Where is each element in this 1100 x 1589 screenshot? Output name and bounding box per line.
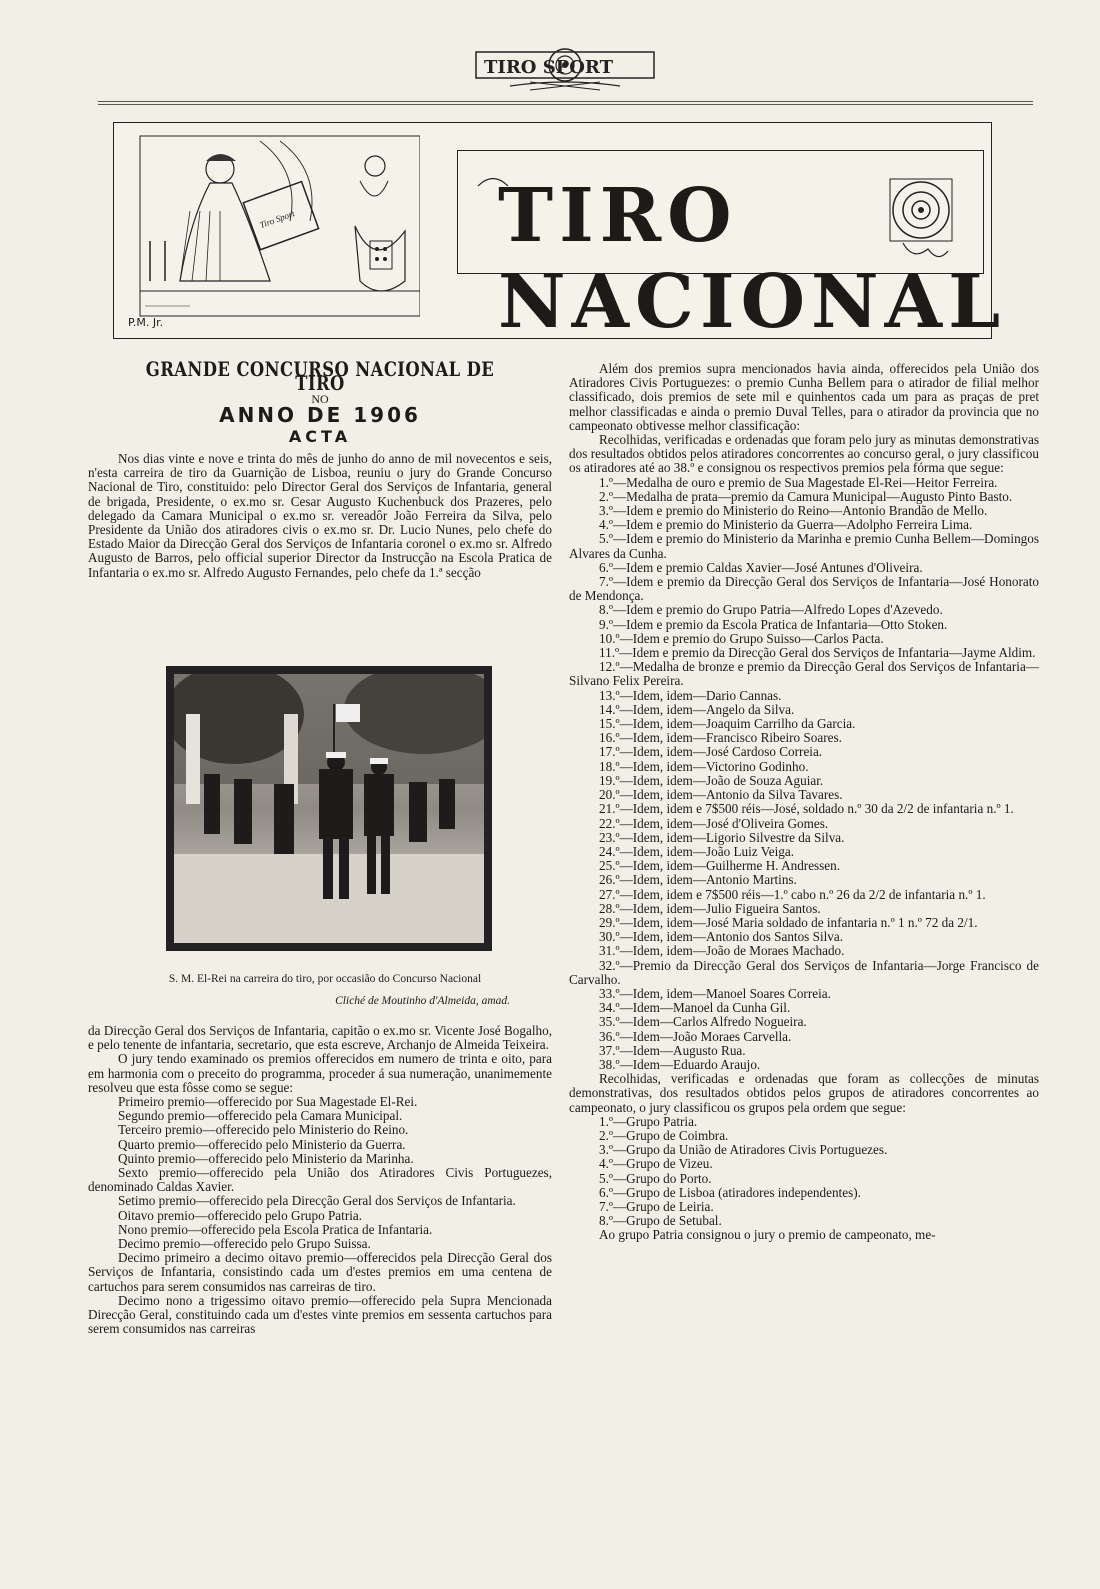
result-item: 24.º—Idem, idem—João Luiz Veiga. — [599, 843, 795, 859]
result-item: 19.º—Idem, idem—João de Souza Aguiar. — [599, 772, 824, 788]
allegory-illustration — [120, 131, 420, 331]
result-item: 16.º—Idem, idem—Francisco Ribeiro Soares. — [599, 730, 842, 746]
result-item: 32.º—Premio da Direcção Geral dos Serviços de Infantaria—Jorge Francisco de Carvalho. — [569, 957, 1039, 987]
group-item: 1.º—Grupo Patria. — [599, 1113, 698, 1129]
result-item: 35.º—Idem—Carlos Alfredo Nogueira. — [599, 1014, 807, 1030]
banner-title: TIRO NACIONAL — [498, 173, 1007, 345]
group-item: 6.º—Grupo de Lisboa (atiradores independentes). — [599, 1184, 861, 1200]
article-heading-acta: ACTA — [288, 426, 352, 446]
continuation-paragraph: da Direcção Geral dos Serviços de Infantaria, capitão o ex.mo sr. Vicente José Bogalho, e pelo tenente de infantaria, secretario, que esta escreve, Archanjo de Almeida Teixeira. — [88, 1023, 552, 1053]
prize-item: Decimo nono a trigessimo oitavo premio—offerecido pela Supra Mencionada Direcção Geral, constituindo cada um d'estes vinte premios em sessenta cartuchos para serem consumidos nas carreiras — [88, 1292, 552, 1337]
group-item: 8.º—Grupo de Setubal. — [599, 1213, 722, 1229]
result-item: 34.º—Idem—Manoel da Cunha Gil. — [599, 1000, 791, 1016]
result-item: 17.º—Idem, idem—José Cardoso Correia. — [599, 744, 823, 760]
results-intro-paragraph: Recolhidas, verificadas e ordenadas que foram pelo jury as minutas demonstrativas dos resultados obtidos pelos atiradores concorrentes ao concurso geral, o jury classificou os atiradores até ao 38.º e consignou os respectivos premios pela fórma que segue: — [569, 432, 1039, 476]
group-item: 5.º—Grupo do Porto. — [599, 1170, 712, 1186]
right-column — [569, 362, 1039, 1243]
result-item: 3.º—Idem e premio do Ministerio do Reino—Antonio Brandão de Mello. — [599, 503, 988, 519]
prize-item: Decimo primeiro a decimo oitavo premio—offerecidos pela Direcção Geral dos Serviços de Infantaria, consistindo cada um d'estes premios em uma centena de cartuchos para serem consumidos nas carreiras de tiro. — [88, 1250, 552, 1294]
prize-item: Nono premio—offerecido pela Escola Pratica de Infantaria. — [118, 1221, 433, 1237]
prize-item: Quarto premio—offerecido pelo Ministerio da Guerra. — [118, 1136, 406, 1152]
prize-item: Segundo premio—offerecido pela Camara Municipal. — [118, 1108, 403, 1124]
result-item: 30.º—Idem, idem—Antonio dos Santos Silva. — [599, 929, 844, 945]
photo-caption: S. M. El-Rei na carreira do tiro, por occasião do Concurso Nacional — [168, 973, 482, 985]
result-item: 9.º—Idem e premio da Escola Pratica de Infantaria—Otto Stoken. — [599, 616, 948, 632]
result-item: 15.º—Idem, idem—Joaquim Carrilho da Garcia. — [599, 716, 856, 732]
group-item: 2.º—Grupo de Coimbra. — [599, 1127, 729, 1143]
prize-item: Terceiro premio—offerecido pelo Ministerio do Reino. — [118, 1122, 409, 1138]
result-item: 10.º—Idem e premio do Grupo Suisso—Carlos Pacta. — [599, 630, 884, 646]
result-item: 38.º—Idem—Eduardo Araujo. — [599, 1056, 761, 1072]
result-item: 23.º—Idem, idem—Ligorio Silvestre da Silva. — [599, 829, 845, 845]
group-item: 7.º—Grupo de Leiria. — [599, 1198, 714, 1214]
header-rule-2 — [98, 104, 1033, 105]
result-item: 11.º—Idem e premio da Direcção Geral dos Serviços de Infantaria—Jayme Aldim. — [599, 645, 1036, 661]
title-box — [457, 150, 1007, 345]
prize-item: Quinto premio—offerecido pelo Ministerio da Marinha. — [118, 1150, 414, 1166]
result-item: 8.º—Idem e premio do Grupo Patria—Alfredo Lopes d'Azevedo. — [599, 602, 943, 618]
results-list — [569, 476, 1039, 1073]
result-item: 22.º—Idem, idem—José d'Oliveira Gomes. — [599, 815, 829, 831]
result-item: 31.º—Idem, idem—João de Moraes Machado. — [599, 943, 845, 959]
result-item: 18.º—Idem, idem—Victorino Godinho. — [599, 758, 809, 774]
result-item: 21.º—Idem, idem e 7$500 réis—José, soldado n.º 30 da 2/2 de infantaria n.º 1. — [599, 801, 1014, 817]
header-rule — [98, 101, 1033, 102]
tablet-text: Tiro Sport — [258, 208, 296, 231]
prize-item: Sexto premio—offerecido pela União dos Atiradores Civis Portuguezes, denominado Caldas Xavier. — [88, 1165, 552, 1195]
result-item: 20.º—Idem, idem—Antonio da Silva Tavares. — [599, 787, 843, 803]
result-item: 5.º—Idem e premio do Ministerio da Marinha e premio Cunha Bellem—Domingos Alvares da Cunha. — [569, 531, 1039, 561]
groups-intro-paragraph: Recolhidas, verificadas e ordenadas que foram as collecções de minutas demonstrativas, dos resultados obtidos pelos grupos de atiradores concorrentes ao campeonato, o jury classificou os grupos pela ordem que segue: — [569, 1071, 1039, 1115]
right-intro-paragraph: Além dos premios supra mencionados havia ainda, offerecidos pela União dos Atiradores Civis Portuguezes: o premio Cunha Bellem para o atirador de filial melhor classificado, dois premios de sete mil e quinhentos cada um para as praças de pret melhor classificadas e ainda o premio Duval Telles, para o atirador da provincia que no campeonato obtivesse melhor classificação: — [569, 361, 1039, 433]
closing-paragraph: Ao grupo Patria consignou o jury o premio de campeonato, me- — [599, 1227, 936, 1243]
prize-item: Setimo premio—offerecido pela Direcção Geral dos Serviços de Infantaria. — [118, 1193, 516, 1209]
group-item: 3.º—Grupo da União de Atiradores Civis Portuguezes. — [599, 1142, 888, 1158]
result-item: 25.º—Idem, idem—Guilherme H. Andressen. — [599, 858, 841, 874]
result-item: 37.º—Idem—Augusto Rua. — [599, 1042, 746, 1058]
article-heading-year: ANNO DE 1906 — [219, 402, 421, 427]
result-item: 12.º—Medalha de bronze e premio da Direcção Geral dos Serviços de Infantaria—Silvano Felix Pereira. — [569, 659, 1039, 689]
result-item: 27.º—Idem, idem e 7$500 réis—1.º cabo n.º 26 da 2/2 de infantaria n.º 1. — [599, 886, 986, 902]
result-item: 28.º—Idem, idem—Julio Figueira Santos. — [599, 900, 821, 916]
result-item: 4.º—Idem e premio do Ministerio da Guerra—Adolpho Ferreira Lima. — [599, 517, 973, 533]
result-item: 26.º—Idem, idem—Antonio Martins. — [599, 872, 797, 888]
prize-item: Primeiro premio—offerecido por Sua Magestade El-Rei. — [118, 1094, 418, 1110]
result-item: 13.º—Idem, idem—Dario Cannas. — [599, 687, 782, 703]
left-column-bottom — [88, 1024, 552, 1336]
groups-list — [569, 1115, 1039, 1229]
left-column-top — [88, 357, 552, 580]
jury-paragraph: O jury tendo examinado os premios offerecidos em numero de trinta e oito, para em harmonia com o preceito do programma, proceder á sua numeração, unanimemente resolveu que esta fôsse como se segue: — [88, 1051, 552, 1095]
article-heading-no: NO — [311, 392, 329, 407]
article-heading: GRANDE CONCURSO NACIONAL DE TIRO — [145, 357, 495, 396]
banner — [113, 122, 1007, 345]
result-item: 2.º—Medalha de prata—premio da Camura Municipal—Augusto Pinto Basto. — [599, 488, 1013, 504]
result-item: 36.º—Idem—João Moraes Carvella. — [599, 1028, 792, 1044]
masthead-title: TIRO SPORT — [484, 57, 613, 78]
artist-signature: P.M. Jr. — [128, 316, 164, 329]
prize-item: Oitavo premio—offerecido pelo Grupo Patria. — [118, 1207, 363, 1223]
result-item: 6.º—Idem e premio Caldas Xavier—José Antunes d'Oliveira. — [599, 559, 923, 575]
photo-credit: Cliché de Moutinho d'Almeida, amad. — [335, 995, 510, 1007]
prizes-list — [88, 1095, 552, 1336]
masthead-logo — [470, 42, 660, 94]
prize-item: Decimo premio—offerecido pelo Grupo Suissa. — [118, 1236, 371, 1252]
result-item: 1.º—Medalha de ouro e premio de Sua Magestade El-Rei—Heitor Ferreira. — [599, 474, 998, 490]
result-item: 7.º—Idem e premio da Direcção Geral dos Serviços de Infantaria—José Honorato de Mendonça. — [569, 574, 1039, 604]
result-item: 29.º—Idem, idem—José Maria soldado de infantaria n.º 1 n.º 72 da 2/1. — [599, 914, 978, 930]
photo-el-rei — [166, 666, 492, 951]
intro-paragraph: Nos dias vinte e nove e trinta do mês de junho do anno de mil novecentos e seis, n'esta carreira de tiro da Guarnição de Lisboa, reuniu o jury do Grande Concurso Nacional de Tiro, constituido: pelo Director Geral dos Serviços de Infantaria, general de brigada, Presidente, o ex.mo sr. Cesar Augusto Kuchenbuck dos Prazeres, pelo delegado da Camara Municipal o ex.mo sr. vereadôr João Ferreira da Silva, pelo Presidente da União dos atiradores civis o ex.mo sr. Dr. Lucio Nunes, pelo chefe do Estado Maior da Direcção Geral dos Serviços de Infantaria coronel o ex.mo sr. Alfredo Augusto de Barros, pelo official superior Director da Instrucção na Escola Pratica de Infantaria o ex.mo sr. Alfredo Augusto Fernandes, pelo chefe da 1.ª secção — [88, 451, 552, 580]
result-item: 14.º—Idem, idem—Angelo da Silva. — [599, 701, 795, 717]
result-item: 33.º—Idem, idem—Manoel Soares Correia. — [599, 985, 831, 1001]
group-item: 4.º—Grupo de Vizeu. — [599, 1156, 713, 1172]
